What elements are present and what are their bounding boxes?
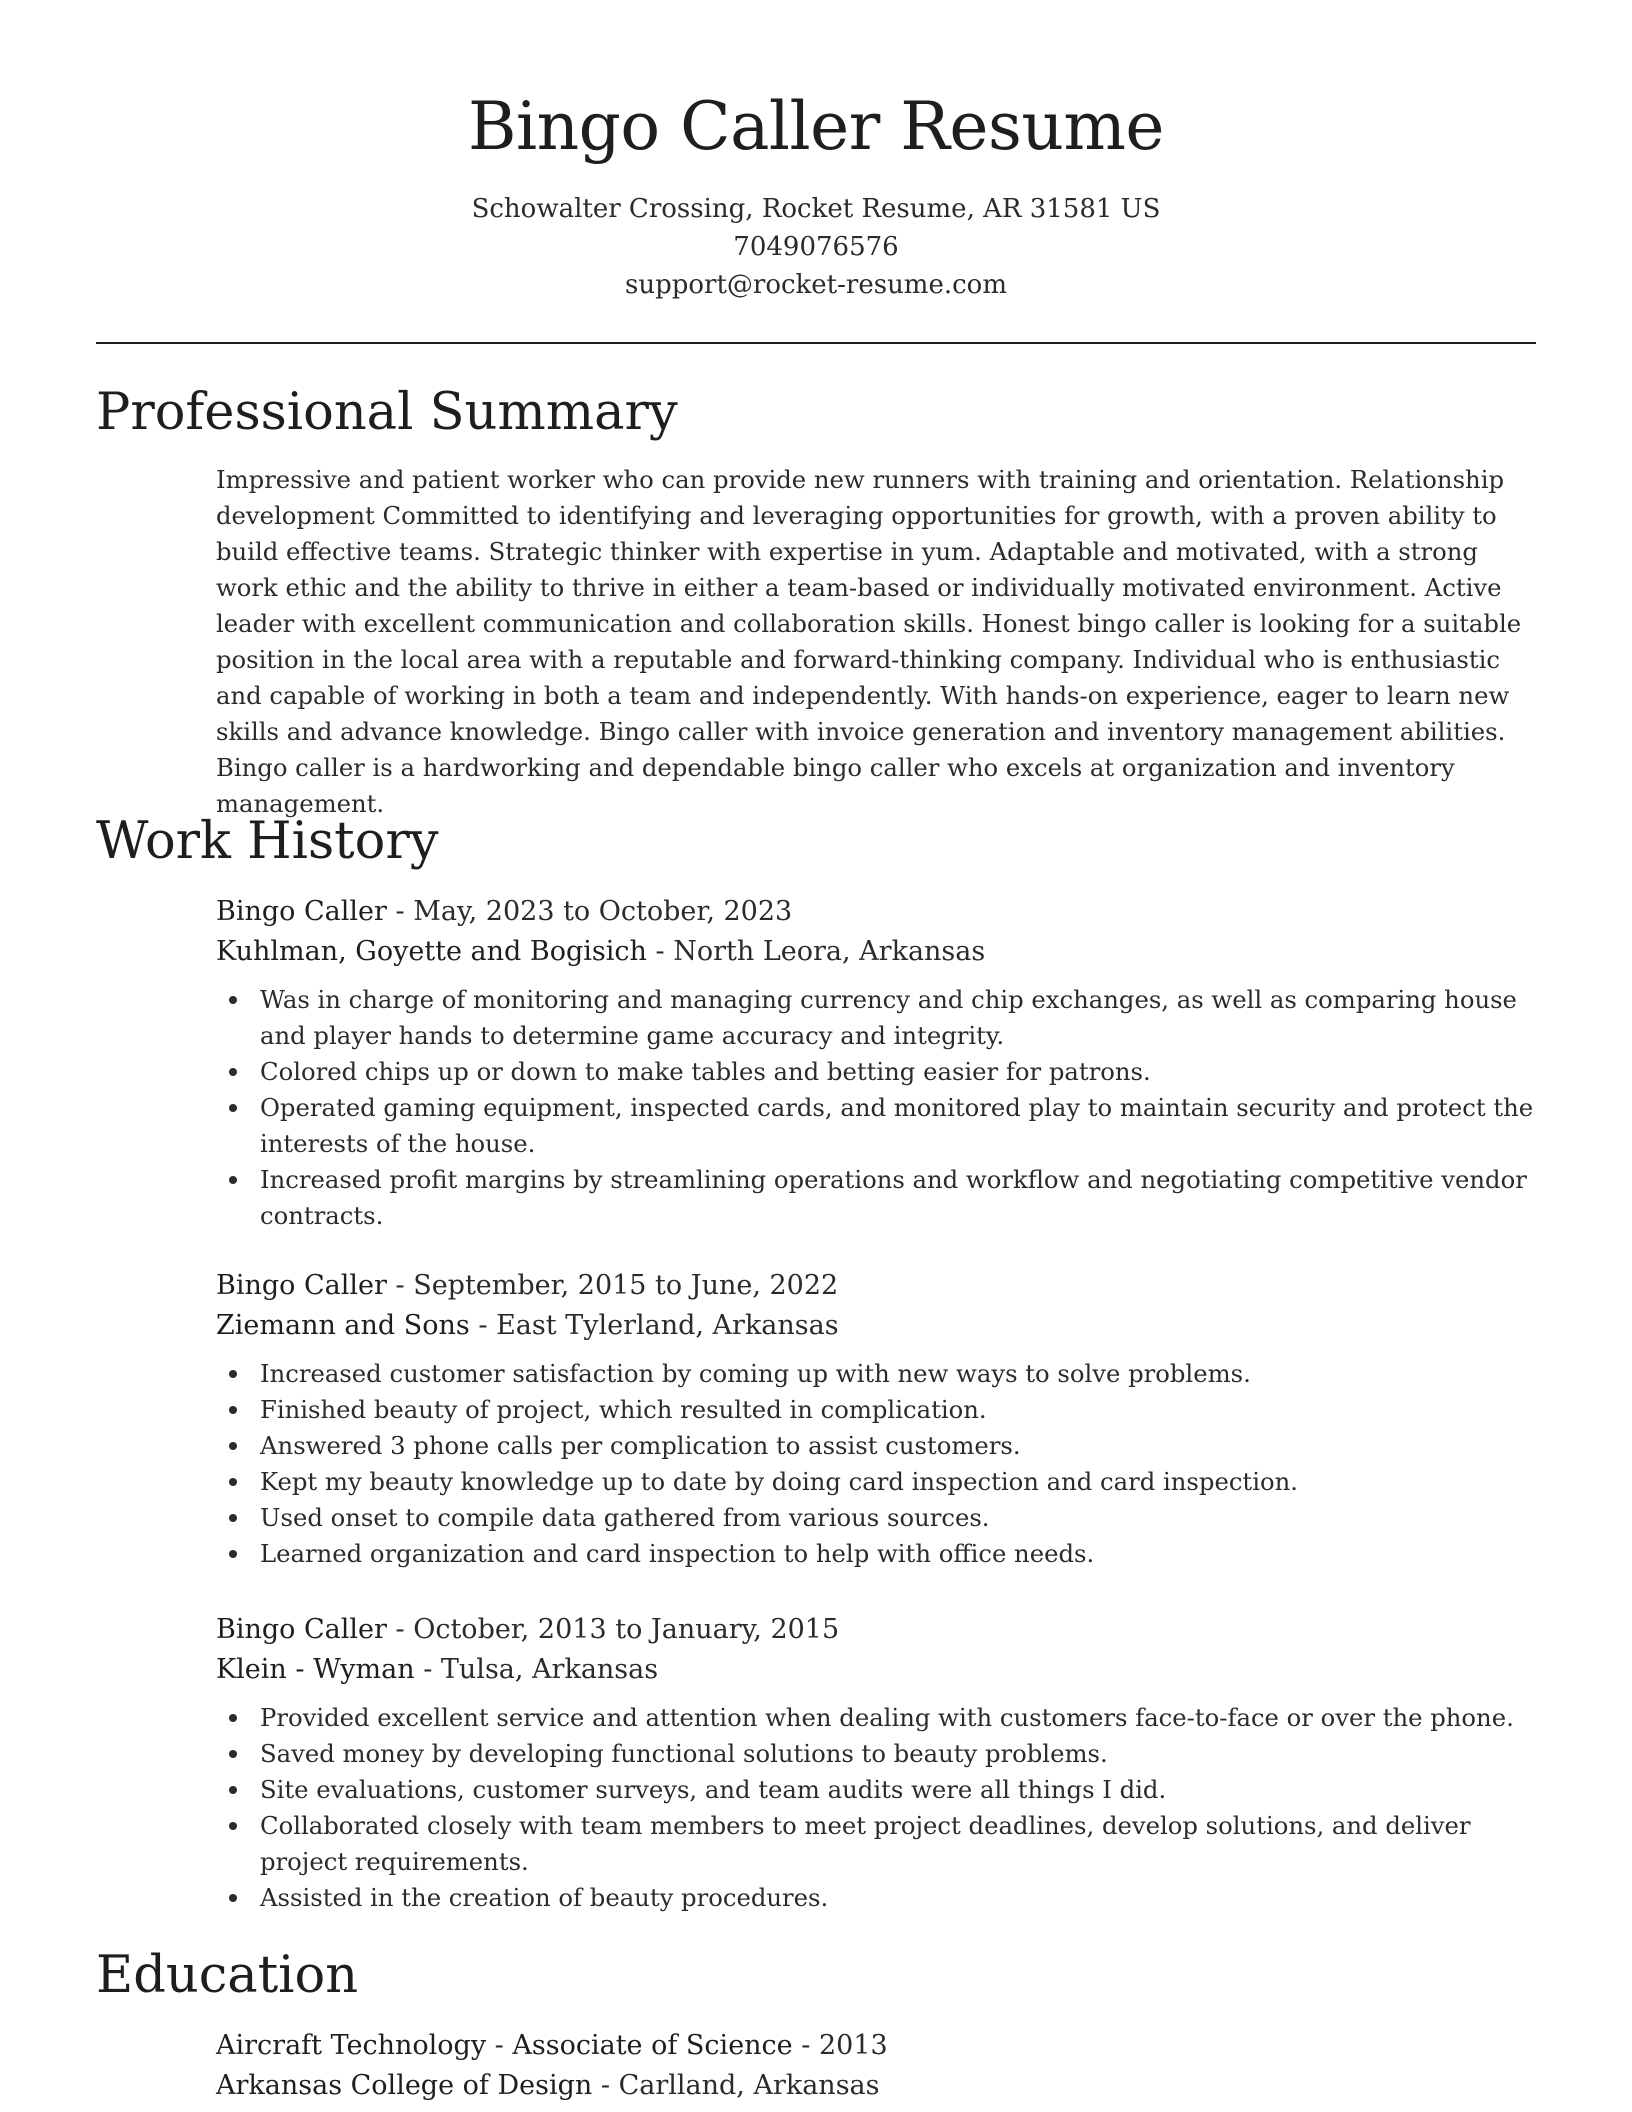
- school-location: Carlland, Arkansas: [618, 2070, 880, 2101]
- bullet-icon: [229, 1894, 237, 1902]
- company-location: Tulsa, Arkansas: [440, 1654, 659, 1685]
- bullet-icon: [229, 1068, 237, 1076]
- separator: -: [386, 896, 414, 927]
- bullet-icon: [229, 1786, 237, 1794]
- phone-number: 7049076576: [733, 232, 899, 262]
- list-item: [216, 1464, 1536, 1500]
- list-item: [216, 1700, 1536, 1736]
- separator: -: [486, 2030, 513, 2061]
- list-item: [216, 1500, 1536, 1536]
- list-item: [216, 1162, 1536, 1234]
- bullet-text: Was in charge of monitoring and managing currency and chip exchanges, as well as comparing house and player hands to determine game accuracy and integrity.: [260, 985, 1517, 1050]
- bullet-text: Provided excellent service and attention when dealing with customers face-to-face or over the phone.: [260, 1703, 1514, 1732]
- bullet-icon: [229, 1370, 237, 1378]
- company-name: Klein - Wyman: [216, 1654, 415, 1685]
- company-name: Ziemann and Sons: [216, 1310, 470, 1341]
- job-company-line: [216, 1650, 1536, 1690]
- list-item: [216, 1090, 1536, 1162]
- header-divider: [96, 342, 1536, 344]
- school-line: [216, 2066, 1536, 2106]
- bullet-icon: [229, 1442, 237, 1450]
- bullet-icon: [229, 1478, 237, 1486]
- job-dates: May, 2023 to October, 2023: [413, 896, 793, 927]
- education-entry: [216, 2026, 1536, 2106]
- section-heading-work-history: Work History: [96, 812, 439, 871]
- job-entry: [216, 1266, 1536, 1572]
- list-item: [216, 1808, 1536, 1880]
- resume-header: [96, 82, 1536, 304]
- section-heading-education: Education: [96, 1946, 359, 2005]
- bullet-icon: [229, 1514, 237, 1522]
- bullet-text: Collaborated closely with team members to meet project deadlines, develop solutions, and deliver project requirements.: [260, 1811, 1471, 1876]
- bullet-text: Answered 3 phone calls per complication to assist customers.: [260, 1431, 1021, 1460]
- job-title: Bingo Caller: [216, 1614, 387, 1645]
- bullet-text: Operated gaming equipment, inspected cards, and monitored play to maintain security and protect the interests of the house.: [260, 1093, 1534, 1158]
- bullet-text: Kept my beauty knowledge up to date by doing card inspection and card inspection.: [260, 1467, 1298, 1496]
- company-location: East Tylerland, Arkansas: [496, 1310, 839, 1341]
- bullet-text: Finished beauty of project, which resulted in complication.: [260, 1395, 987, 1424]
- bullet-icon: [229, 996, 237, 1004]
- address: Schowalter Crossing, Rocket Resume, AR 31581 US: [471, 194, 1161, 224]
- bullet-text: Site evaluations, customer surveys, and team audits were all things I did.: [260, 1775, 1167, 1804]
- job-title-line: [216, 892, 1536, 932]
- list-item: [216, 982, 1536, 1054]
- education-field: Aircraft Technology: [216, 2030, 487, 2061]
- separator: -: [469, 1310, 497, 1341]
- job-dates: September, 2015 to June, 2022: [413, 1270, 839, 1301]
- bullet-icon: [229, 1550, 237, 1558]
- list-item: [216, 1536, 1536, 1572]
- company-location: North Leora, Arkansas: [673, 936, 986, 967]
- separator: -: [386, 1270, 414, 1301]
- separator: -: [646, 936, 674, 967]
- bullet-text: Learned organization and card inspection to help with office needs.: [260, 1539, 1095, 1568]
- job-bullet-list: [216, 1356, 1536, 1572]
- bullet-icon: [229, 1406, 237, 1414]
- degree-line: [216, 2026, 1536, 2066]
- school-name: Arkansas College of Design: [216, 2070, 593, 2101]
- education-degree: Associate of Science: [512, 2030, 793, 2061]
- job-entry: [216, 1610, 1536, 1916]
- bullet-icon: [229, 1750, 237, 1758]
- list-item: [216, 1054, 1536, 1090]
- bullet-icon: [229, 1822, 237, 1830]
- education-year: 2013: [818, 2030, 888, 2061]
- bullet-text: Colored chips up or down to make tables and betting easier for patrons.: [260, 1057, 1151, 1086]
- separator: -: [592, 2070, 619, 2101]
- separator: -: [414, 1654, 441, 1685]
- bullet-icon: [229, 1104, 237, 1112]
- company-name: Kuhlman, Goyette and Bogisich: [216, 936, 647, 967]
- job-title: Bingo Caller: [216, 896, 387, 927]
- email-address: support@rocket-resume.com: [624, 270, 1007, 300]
- bullet-text: Increased profit margins by streamlining operations and workflow and negotiating competitive vendor contracts.: [260, 1165, 1527, 1230]
- bullet-icon: [229, 1176, 237, 1184]
- job-bullet-list: [216, 1700, 1536, 1916]
- list-item: [216, 1356, 1536, 1392]
- job-entry: [216, 892, 1536, 1234]
- bullet-text: Increased customer satisfaction by coming up with new ways to solve problems.: [260, 1359, 1251, 1388]
- separator: -: [386, 1614, 414, 1645]
- list-item: [216, 1392, 1536, 1428]
- job-title-line: [216, 1266, 1536, 1306]
- page-title: Bingo Caller Resume: [467, 88, 1164, 165]
- list-item: [216, 1736, 1536, 1772]
- bullet-icon: [229, 1714, 237, 1722]
- bullet-text: Assisted in the creation of beauty procedures.: [260, 1883, 829, 1912]
- list-item: [216, 1880, 1536, 1916]
- job-title: Bingo Caller: [216, 1270, 387, 1301]
- bullet-text: Used onset to compile data gathered from various sources.: [260, 1503, 990, 1532]
- job-company-line: [216, 932, 1536, 972]
- summary-paragraph: Impressive and patient worker who can provide new runners with training and orientation. Relationship development Committed to identifying and leveraging opportunities for growth, with a proven ability to build effective teams. Strategic thinker with expertise in yum. Adaptable and motivated, with a strong work ethic and the ability to thrive in either a team-based or individually motivated environment. Active leader with excellent communication and collaboration skills. Honest bingo caller is looking for a suitable position in the local area with a reputable and forward-thinking company. Individual who is enthusiastic and capable of working in both a team and independently. With hands-on experience, eager to learn new skills and advance knowledge. Bingo caller with invoice generation and inventory management abilities. Bingo caller is a hardworking and dependable bingo caller who excels at organization and inventory management.: [216, 465, 1522, 818]
- job-title-line: [216, 1610, 1536, 1650]
- job-bullet-list: [216, 982, 1536, 1234]
- job-company-line: [216, 1306, 1536, 1346]
- job-dates: October, 2013 to January, 2015: [413, 1614, 840, 1645]
- section-heading-summary: Professional Summary: [96, 383, 678, 442]
- separator: -: [792, 2030, 819, 2061]
- list-item: [216, 1772, 1536, 1808]
- bullet-text: Saved money by developing functional solutions to beauty problems.: [260, 1739, 1108, 1768]
- list-item: [216, 1428, 1536, 1464]
